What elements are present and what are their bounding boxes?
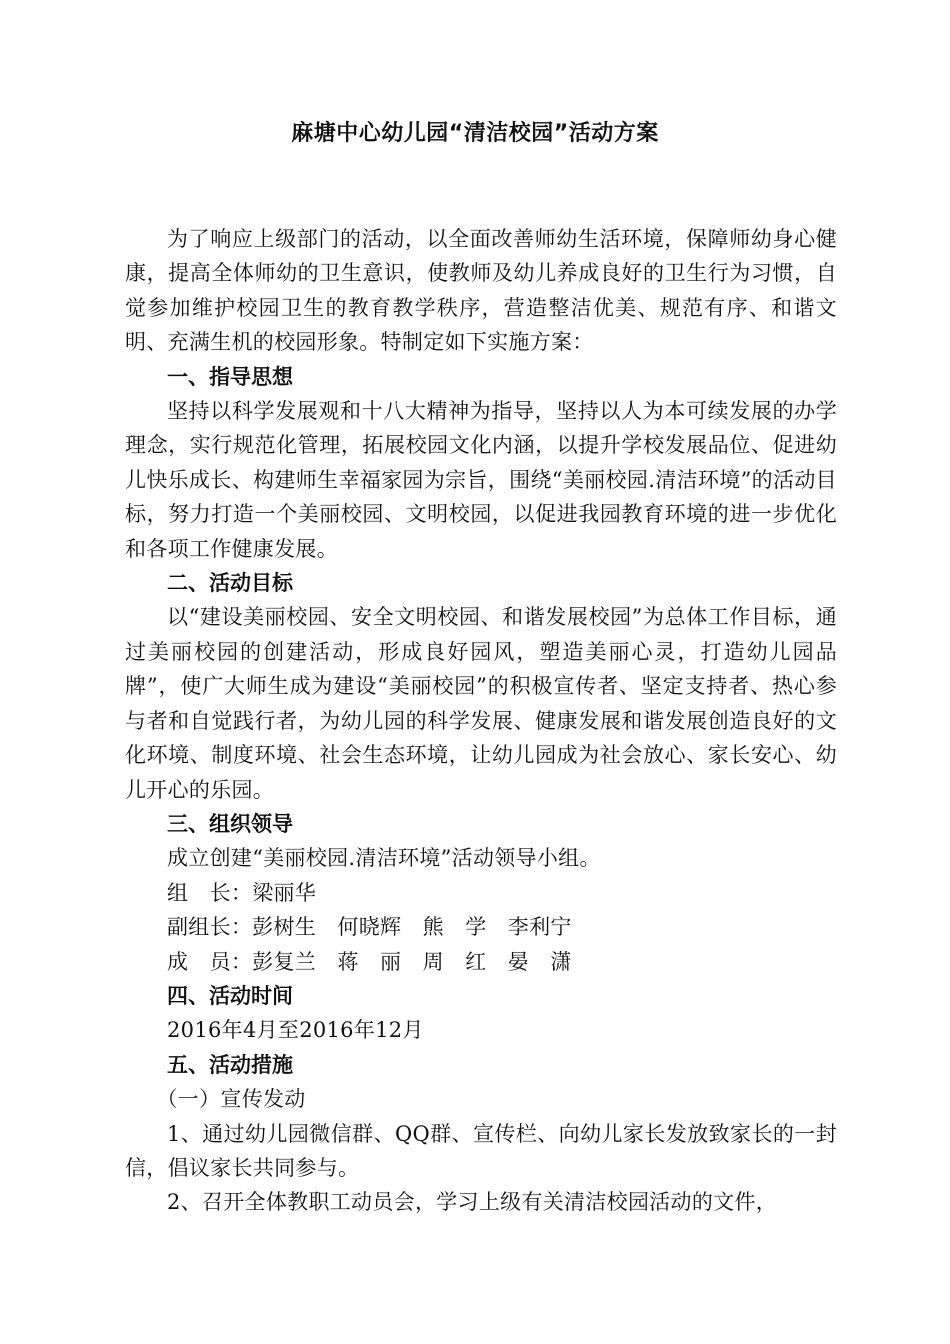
organization-members: 成 员：彭复兰 蒋 丽 周 红 晏 潇 [167, 949, 572, 974]
activity-time-range: 2016年4月至2016年12月 [167, 1018, 424, 1043]
section-heading-activity-goals: 二、活动目标 [167, 571, 293, 596]
document-title: 麻塘中心幼儿园“清洁校园”活动方案 [291, 121, 659, 146]
organization-deputy-leaders: 副组长：彭树生 何晓辉 熊 学 李利宁 [167, 915, 572, 940]
section-text-guiding-ideology: 坚持以科学发展观和十八大精神为指导，坚持以人为本可续发展的办学理念，实行规范化管理，拓展校园文化内涵，以提升学校发展品位、促进幼儿快乐成长、构建师生幸福家园为宗旨，围绕“美丽校园.清洁环境”的活动目标，努力打造一个美丽校园、文明校园，以促进我园教育环境的进一步优化和各项工作健康发展。 [125, 399, 837, 561]
intro-paragraph: 为了响应上级部门的活动，以全面改善师幼生活环境，保障师幼身心健康，提高全体师幼的卫生意识，使教师及幼儿养成良好的卫生行为习惯，自觉参加维护校园卫生的教育教学秩序，营造整洁优美、规范有序、和谐文明、充满生机的校园形象。特制定如下实施方案： [125, 227, 837, 355]
measures-item: 1、通过幼儿园微信群、QQ群、宣传栏、向幼儿家长发放致家长的一封信，倡议家长共同参与。 [125, 1121, 837, 1180]
section-heading-organization: 三、组织领导 [167, 811, 293, 836]
section-heading-activity-measures: 五、活动措施 [167, 1052, 293, 1077]
section-heading-guiding-ideology: 一、指导思想 [167, 364, 293, 389]
section-text-activity-goals: 以“建设美丽校园、安全文明校园、和谐发展校园”为总体工作目标，通过美丽校园的创建活动，形成良好园风，塑造美丽心灵，打造幼儿园品牌”，使广大师生成为建设“美丽校园”的积极宣传者、坚定支持者、热心参与者和自觉践行者，为幼儿园的科学发展、健康发展和谐发展创造良好的文化环境、制度环境、社会生态环境，让幼儿园成为社会放心、家长安心、幼儿开心的乐园。 [125, 605, 837, 802]
organization-line: 成立创建“美丽校园.清洁环境”活动领导小组。 [167, 846, 601, 871]
document-body [125, 222, 837, 1220]
measures-subheading-publicity: （一）宣传发动 [156, 1087, 306, 1112]
measures-item: 2、召开全体教职工动员会，学习上级有关清洁校园活动的文件， [167, 1190, 778, 1215]
organization-leader: 组 长：梁丽华 [167, 880, 317, 905]
section-heading-activity-time: 四、活动时间 [167, 983, 293, 1008]
